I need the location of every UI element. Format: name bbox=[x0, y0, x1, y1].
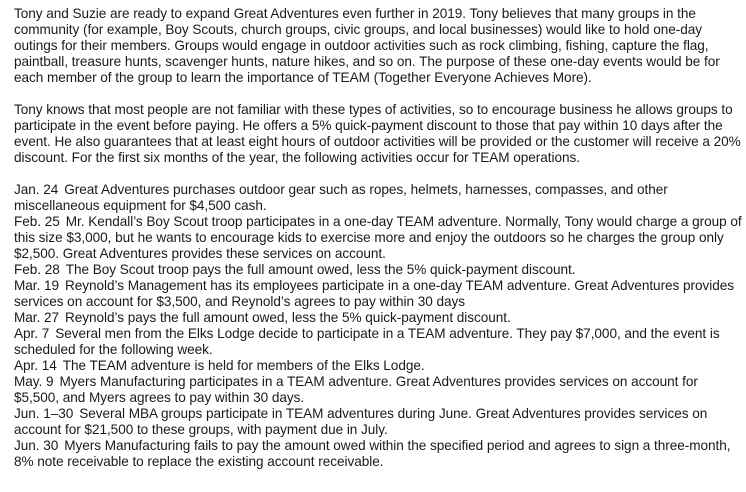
transaction-text: Reynold’s Management has its employees participate in a one-day TEAM adventure. Great Adventures provides services on account for $3,500, and Reynold’s agrees to pay within 30 days bbox=[14, 278, 735, 309]
transaction-entry bbox=[14, 326, 742, 358]
transaction-date: Mar. 19 bbox=[14, 278, 59, 293]
transaction-entry bbox=[14, 182, 742, 214]
transaction-text: Reynold’s pays the full amount owed, less the 5% quick-payment discount. bbox=[64, 310, 511, 325]
transaction-date: Jun. 1–30 bbox=[14, 406, 74, 421]
transaction-entry bbox=[14, 262, 742, 278]
transaction-text: Great Adventures purchases outdoor gear such as ropes, helmets, harnesses, compasses, and other miscellaneous equipment for $4,500 cash. bbox=[14, 182, 668, 213]
transaction-date: May. 9 bbox=[14, 374, 54, 389]
transaction-entry bbox=[14, 310, 742, 326]
transaction-date: Apr. 14 bbox=[14, 358, 57, 373]
transaction-date: Jun. 30 bbox=[14, 438, 59, 453]
transaction-entry bbox=[14, 406, 742, 438]
transaction-text: The Boy Scout troop pays the full amount owed, less the 5% quick-payment discount. bbox=[65, 262, 576, 277]
transaction-entry bbox=[14, 374, 742, 406]
intro-paragraph: Tony and Suzie are ready to expand Great Adventures even further in 2019. Tony believes that many groups in the community (for example, Boy Scouts, church groups, civic groups, and local businesses) would like to hold one-day outings for their members. Groups would engage in outdoor activities such as rock climbing, fishing, capture the flag, paintball, treasure hunts, scavenger hunts, nature hikes, and so on. The purpose of these one-day events would be for each member of the group to learn the importance of TEAM (Together Everyone Achieves More). bbox=[14, 6, 720, 85]
transaction-text: The TEAM adventure is held for members of the Elks Lodge. bbox=[62, 358, 425, 373]
transaction-entry bbox=[14, 438, 742, 470]
transaction-date: Feb. 28 bbox=[14, 262, 60, 277]
transaction-entry bbox=[14, 278, 742, 310]
transaction-date: Apr. 7 bbox=[14, 326, 50, 341]
transaction-list bbox=[14, 182, 742, 470]
transaction-text: Myers Manufacturing fails to pay the amount owed within the specified period and agrees to sign a three-month, 8% note receivable to replace the existing account receivable. bbox=[14, 438, 731, 469]
transaction-date: Feb. 25 bbox=[14, 214, 60, 229]
policy-paragraph: Tony knows that most people are not familiar with these types of activities, so to encourage business he allows groups to participate in the event before paying. He offers a 5% quick-payment discount to those that pay within 10 days after the event. He also guarantees that at least eight hours of outdoor activities will be provided or the customer will receive a 20% discount. For the first six months of the year, the following activities occur for TEAM operations. bbox=[14, 102, 741, 165]
transaction-text: Myers Manufacturing participates in a TEAM adventure. Great Adventures provides services on account for $5,500, and Myers agrees to pay within 30 days. bbox=[14, 374, 698, 405]
transaction-text: Several MBA groups participate in TEAM adventures during June. Great Adventures provides services on account for $21,500 to these groups, with payment due in July. bbox=[14, 406, 708, 437]
transaction-entry bbox=[14, 214, 742, 262]
transaction-text: Several men from the Elks Lodge decide to participate in a TEAM adventure. They pay $7,000, and the event is scheduled for the following week. bbox=[14, 326, 720, 357]
transaction-date: Mar. 27 bbox=[14, 310, 59, 325]
transaction-entry bbox=[14, 358, 742, 374]
transaction-text: Mr. Kendall’s Boy Scout troop participates in a one-day TEAM adventure. Normally, Tony would charge a group of this size $3,000, but he wants to encourage kids to exercise more and enjoy the outdoors so he charges the group only $2,500. Great Adventures provides these services on account. bbox=[14, 214, 742, 261]
transaction-date: Jan. 24 bbox=[14, 182, 59, 197]
